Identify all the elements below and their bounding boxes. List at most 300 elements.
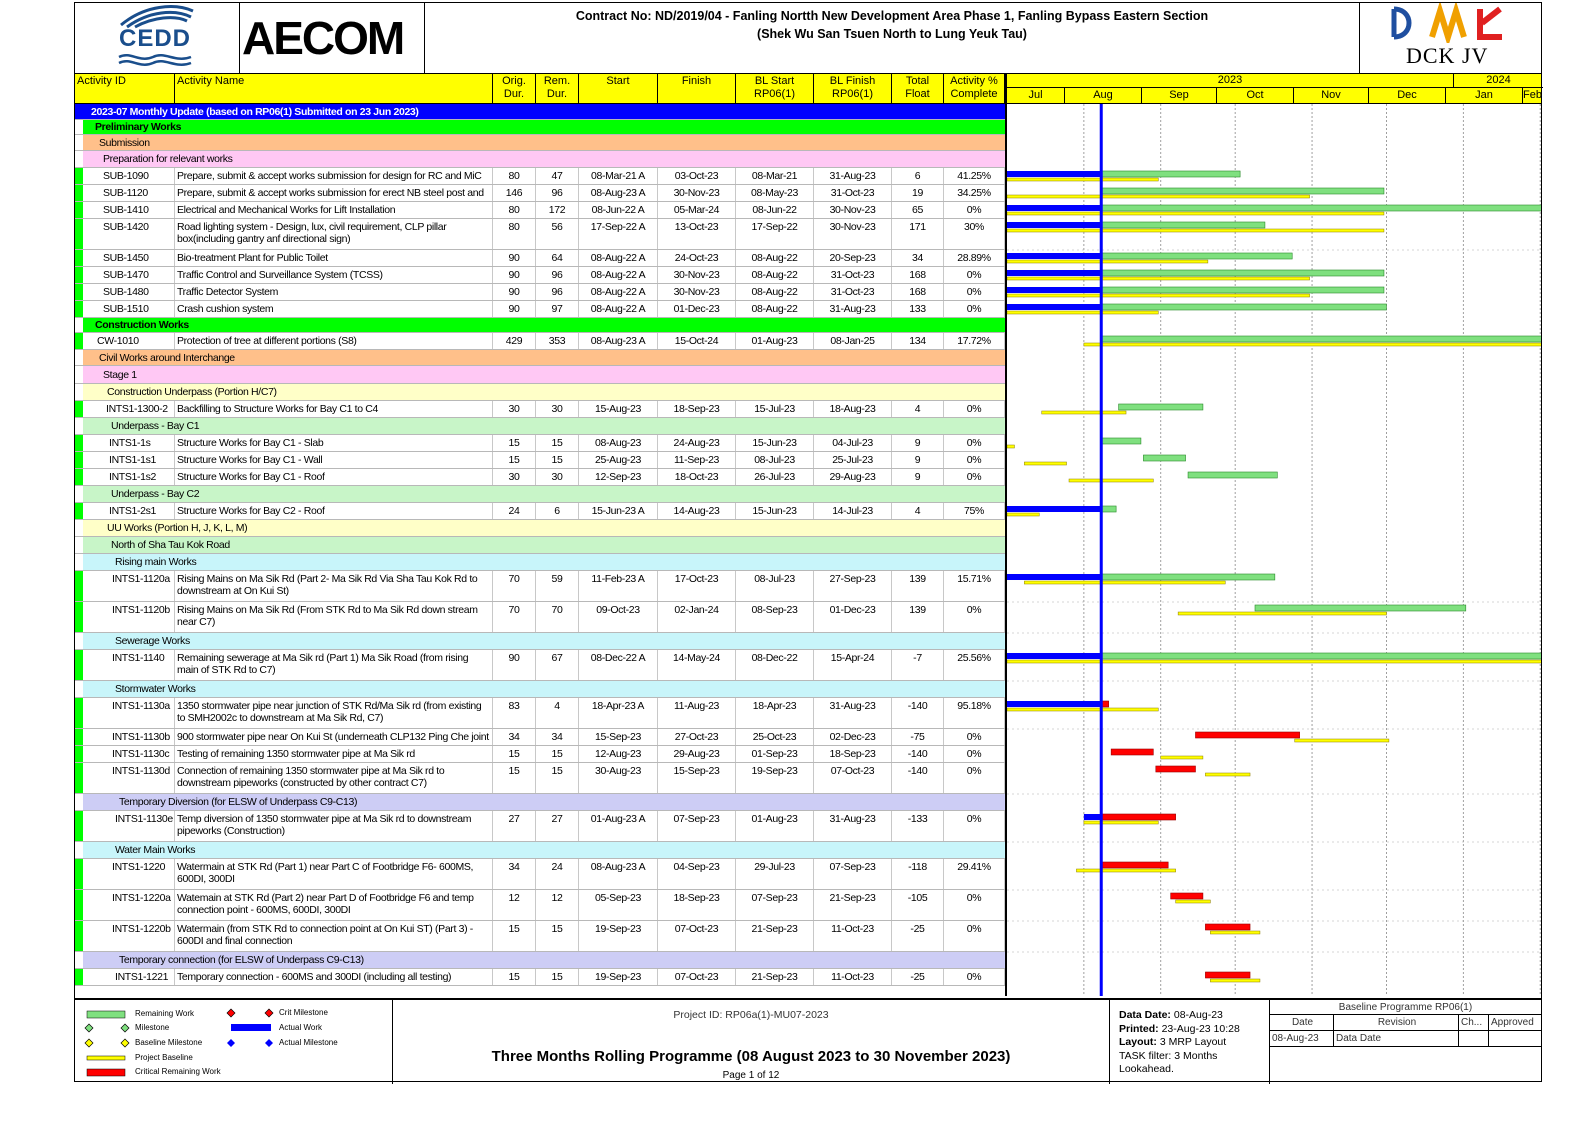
baseline-bar bbox=[1007, 178, 1158, 181]
cell-rem: 15 bbox=[536, 921, 579, 951]
cell-blf: 30-Nov-23 bbox=[814, 219, 892, 249]
cell-rem: 15 bbox=[536, 435, 579, 451]
remaining-bar bbox=[1101, 188, 1384, 194]
group-row[interactable] bbox=[75, 318, 1005, 333]
cell-tf: 133 bbox=[892, 301, 944, 317]
cell-pct: 0% bbox=[944, 811, 1005, 841]
cell-start: 08-Aug-23 A bbox=[579, 859, 658, 889]
cell-blf: 29-Aug-23 bbox=[814, 469, 892, 485]
cell-orig: 90 bbox=[493, 650, 536, 680]
cell-rem: 4 bbox=[536, 698, 579, 728]
col-start[interactable] bbox=[579, 74, 658, 103]
activity-row[interactable] bbox=[75, 859, 1005, 890]
cell-start: 08-Aug-22 A bbox=[579, 301, 658, 317]
cell-name: Backfilling to Structure Works for Bay C1 to C4 bbox=[175, 401, 493, 417]
activity-row[interactable] bbox=[75, 219, 1005, 250]
activity-row[interactable] bbox=[75, 250, 1005, 267]
cell-pct: 41.25% bbox=[944, 168, 1005, 184]
cell-bls: 15-Jun-23 bbox=[736, 503, 814, 519]
critical-bar bbox=[1156, 766, 1196, 772]
col-bls-label-1: BL Start bbox=[754, 75, 795, 87]
activity-row[interactable] bbox=[75, 811, 1005, 842]
activity-row[interactable] bbox=[75, 698, 1005, 729]
aecom-logo-box bbox=[240, 3, 425, 73]
group-band bbox=[83, 135, 1005, 150]
cell-finish: 24-Aug-23 bbox=[658, 435, 736, 451]
remaining-bar bbox=[1101, 506, 1116, 512]
cell-tf: 19 bbox=[892, 185, 944, 201]
col-tf-label-2: Float bbox=[905, 88, 930, 100]
contract-line-1: Contract No: ND/2019/04 - Fanling Nortth New Development Area Phase 1, Fanling Bypass Eastern Section bbox=[575, 9, 1209, 23]
cell-rem: 47 bbox=[536, 168, 579, 184]
cell-tf: 4 bbox=[892, 401, 944, 417]
aecom-logo: AECOM bbox=[242, 12, 404, 64]
page-footer bbox=[75, 998, 1541, 1082]
cell-orig: 70 bbox=[493, 571, 536, 601]
month-jul: Jul bbox=[1007, 88, 1065, 103]
group-band bbox=[83, 318, 1005, 332]
cell-name: Traffic Control and Surveillance System (TCSS) bbox=[175, 267, 493, 283]
cell-bls: 08-Aug-22 bbox=[736, 250, 814, 266]
cell-blf: 14-Jul-23 bbox=[814, 503, 892, 519]
group-row[interactable] bbox=[75, 520, 1005, 537]
wbs-band bbox=[75, 185, 83, 201]
wbs-band bbox=[75, 219, 83, 249]
cell-bls: 08-May-23 bbox=[736, 185, 814, 201]
legend-actual-milestone: Actual Milestone bbox=[279, 1038, 338, 1047]
cell-tf: -105 bbox=[892, 890, 944, 920]
cell-start: 08-Aug-23 A bbox=[579, 185, 658, 201]
baseline-bar bbox=[1178, 612, 1386, 615]
legend-crit-milestone-icon bbox=[227, 1009, 235, 1017]
page-header bbox=[75, 3, 1541, 74]
cell-pct: 0% bbox=[944, 202, 1005, 218]
cell-tf: 134 bbox=[892, 333, 944, 349]
cell-bls: 08-Aug-22 bbox=[736, 284, 814, 300]
col-activity-id[interactable] bbox=[75, 74, 175, 103]
legend-crit-milestone-icon-2 bbox=[265, 1009, 273, 1017]
cell-pct: 0% bbox=[944, 284, 1005, 300]
cell-tf: 9 bbox=[892, 452, 944, 468]
group-row[interactable] bbox=[75, 537, 1005, 554]
rev-row-revision: Data Date bbox=[1334, 1031, 1459, 1047]
cell-pct: 34.25% bbox=[944, 185, 1005, 201]
cell-name: 1350 stormwater pipe near junction of STK Rd/Ma Sik rd (from existing to SMH2002c to downstream at Ma Sik Rd, C7) bbox=[175, 698, 493, 728]
cell-id: INTS1-1120b bbox=[106, 602, 175, 632]
baseline-bar bbox=[1069, 479, 1153, 482]
activity-row[interactable] bbox=[75, 921, 1005, 952]
cell-bls: 01-Aug-23 bbox=[736, 811, 814, 841]
cell-orig: 15 bbox=[493, 746, 536, 762]
activity-row[interactable] bbox=[75, 571, 1005, 602]
wbs-band bbox=[75, 435, 83, 451]
rev-row-checked bbox=[1459, 1031, 1489, 1047]
group-band bbox=[83, 366, 1005, 383]
col-finish[interactable] bbox=[658, 74, 736, 103]
cell-name: Prepare, submit & accept works submission for design for RC and MiC bbox=[175, 168, 493, 184]
cell-rem: 353 bbox=[536, 333, 579, 349]
group-row[interactable] bbox=[75, 842, 1005, 859]
critical-bar bbox=[1111, 749, 1153, 755]
group-band bbox=[83, 418, 1005, 434]
cell-finish: 04-Sep-23 bbox=[658, 859, 736, 889]
cell-rem: 96 bbox=[536, 185, 579, 201]
remaining-bar bbox=[1101, 171, 1240, 177]
layout-label: Layout: bbox=[1119, 1036, 1157, 1048]
cell-finish: 18-Sep-23 bbox=[658, 401, 736, 417]
activity-row[interactable] bbox=[75, 168, 1005, 185]
cell-finish: 24-Oct-23 bbox=[658, 250, 736, 266]
cell-blf: 31-Oct-23 bbox=[814, 267, 892, 283]
wbs-band bbox=[75, 469, 83, 485]
activity-row[interactable] bbox=[75, 763, 1005, 794]
cell-blf: 21-Sep-23 bbox=[814, 890, 892, 920]
critical-bar bbox=[1205, 972, 1250, 978]
cell-orig: 30 bbox=[493, 469, 536, 485]
cell-rem: 12 bbox=[536, 890, 579, 920]
col-total-float[interactable] bbox=[892, 74, 944, 103]
cell-name: Structure Works for Bay C1 - Slab bbox=[175, 435, 493, 451]
cell-orig: 80 bbox=[493, 219, 536, 249]
wbs-band bbox=[75, 763, 83, 793]
wbs-band bbox=[75, 250, 83, 266]
baseline-bar bbox=[1007, 195, 1310, 198]
cell-finish: 18-Oct-23 bbox=[658, 469, 736, 485]
printed-line bbox=[1119, 1023, 1269, 1037]
cell-name: Traffic Detector System bbox=[175, 284, 493, 300]
dck-jv-mark-icon bbox=[1360, 3, 1542, 43]
cell-start: 25-Aug-23 bbox=[579, 452, 658, 468]
activity-row[interactable] bbox=[75, 333, 1005, 350]
group-band bbox=[83, 120, 1005, 134]
group-label: Temporary Diversion (for ELSW of Underpass C9-C13) bbox=[119, 796, 358, 808]
cell-start: 12-Sep-23 bbox=[579, 469, 658, 485]
group-row[interactable] bbox=[75, 366, 1005, 384]
rev-header-checked: Ch... bbox=[1459, 1015, 1489, 1031]
cell-orig: 90 bbox=[493, 301, 536, 317]
cell-rem: 30 bbox=[536, 401, 579, 417]
month-nov: Nov bbox=[1294, 88, 1369, 103]
cell-pct: 0% bbox=[944, 435, 1005, 451]
activity-row[interactable] bbox=[75, 301, 1005, 318]
cell-start: 08-Aug-23 bbox=[579, 435, 658, 451]
col-rem-dur[interactable] bbox=[536, 74, 579, 103]
col-activity-name[interactable] bbox=[175, 74, 493, 103]
critical-bar bbox=[1101, 814, 1175, 820]
wbs-band bbox=[75, 729, 83, 745]
project-info bbox=[393, 1000, 1110, 1084]
data-date-line bbox=[1119, 1009, 1269, 1023]
actual-bar bbox=[1007, 653, 1101, 659]
cell-bls: 08-Dec-22 bbox=[736, 650, 814, 680]
wbs-band bbox=[75, 571, 83, 601]
cell-name: Watemain at STK Rd (Part 2) near Part D of Footbridge F6 and temp connection point - 600MS, 600DI, 300DI bbox=[175, 890, 493, 920]
cell-bls: 17-Sep-22 bbox=[736, 219, 814, 249]
cell-tf: 168 bbox=[892, 284, 944, 300]
activity-row[interactable] bbox=[75, 729, 1005, 746]
cell-bls: 08-Mar-21 bbox=[736, 168, 814, 184]
activity-row[interactable] bbox=[75, 746, 1005, 763]
col-bls-label-2: RP06(1) bbox=[754, 88, 795, 100]
cell-bls: 18-Apr-23 bbox=[736, 698, 814, 728]
cell-start: 05-Sep-23 bbox=[579, 890, 658, 920]
activity-row[interactable] bbox=[75, 435, 1005, 452]
cell-name: Prepare, submit & accept works submission for erect NB steel post and bbox=[175, 185, 493, 201]
group-row[interactable] bbox=[75, 952, 1005, 969]
baseline-revision-block bbox=[1270, 1000, 1541, 1084]
cell-tf: 139 bbox=[892, 571, 944, 601]
cell-bls: 08-Sep-23 bbox=[736, 602, 814, 632]
cell-orig: 30 bbox=[493, 401, 536, 417]
cell-bls: 08-Jul-23 bbox=[736, 571, 814, 601]
activity-row[interactable] bbox=[75, 202, 1005, 219]
cell-pct: 0% bbox=[944, 763, 1005, 793]
cell-id: SUB-1420 bbox=[97, 219, 175, 249]
remaining-bar bbox=[1101, 253, 1292, 259]
legend-project-baseline: Project Baseline bbox=[135, 1053, 193, 1062]
cell-start: 08-Dec-22 A bbox=[579, 650, 658, 680]
cell-id: INTS1-1300-2 bbox=[100, 401, 175, 417]
activity-row[interactable] bbox=[75, 401, 1005, 418]
wbs-band bbox=[75, 811, 83, 841]
activity-row[interactable] bbox=[75, 452, 1005, 469]
col-rem-label-1: Rem. bbox=[543, 75, 571, 87]
cell-pct: 30% bbox=[944, 219, 1005, 249]
cell-blf: 07-Sep-23 bbox=[814, 859, 892, 889]
wbs-band bbox=[75, 267, 83, 283]
activity-row[interactable] bbox=[75, 469, 1005, 486]
cell-finish: 14-May-24 bbox=[658, 650, 736, 680]
group-row[interactable] bbox=[75, 104, 1005, 120]
cell-blf: 04-Jul-23 bbox=[814, 435, 892, 451]
cell-tf: 168 bbox=[892, 267, 944, 283]
cell-bls: 19-Sep-23 bbox=[736, 763, 814, 793]
cell-bls: 08-Jul-23 bbox=[736, 452, 814, 468]
remaining-bar bbox=[1101, 222, 1265, 228]
cell-id: INTS1-1130c bbox=[106, 746, 175, 762]
cell-pct: 0% bbox=[944, 729, 1005, 745]
group-label: Temporary connection (for ELSW of Underpass C9-C13) bbox=[119, 954, 364, 966]
cell-orig: 90 bbox=[493, 250, 536, 266]
cell-blf: 02-Dec-23 bbox=[814, 729, 892, 745]
group-label: Preliminary Works bbox=[95, 121, 182, 133]
wbs-band bbox=[75, 746, 83, 762]
cell-id: SUB-1480 bbox=[97, 284, 175, 300]
legend-baseline-milestone: Baseline Milestone bbox=[135, 1038, 203, 1047]
group-label: Stage 1 bbox=[103, 369, 137, 381]
col-bl-finish[interactable] bbox=[814, 74, 892, 103]
cell-tf: -133 bbox=[892, 811, 944, 841]
cell-name: Testing of remaining 1350 stormwater pipe at Ma Sik rd bbox=[175, 746, 493, 762]
cell-finish: 18-Sep-23 bbox=[658, 890, 736, 920]
cell-blf: 01-Dec-23 bbox=[814, 602, 892, 632]
cell-name: Connection of remaining 1350 stormwater pipe at Ma Sik rd to downstream pipeworks (constructed by other contract C7) bbox=[175, 763, 493, 793]
cell-pct: 29.41% bbox=[944, 859, 1005, 889]
cell-tf: -7 bbox=[892, 650, 944, 680]
group-row[interactable] bbox=[75, 151, 1005, 168]
cell-start: 19-Sep-23 bbox=[579, 921, 658, 951]
cell-orig: 15 bbox=[493, 763, 536, 793]
actual-bar bbox=[1007, 701, 1101, 707]
cell-bls: 29-Jul-23 bbox=[736, 859, 814, 889]
baseline-bar bbox=[1210, 931, 1260, 934]
cell-finish: 11-Aug-23 bbox=[658, 698, 736, 728]
baseline-bar bbox=[1024, 581, 1225, 584]
cell-name: Road lighting system - Design, lux, civil requirement, CLP pillar box(including gantry anf directional sign) bbox=[175, 219, 493, 249]
cell-id: INTS1-1220 bbox=[106, 859, 175, 889]
col-finish-label: Finish bbox=[681, 75, 712, 87]
cedd-logo: CEDD bbox=[119, 25, 192, 52]
remaining-bar bbox=[1101, 205, 1541, 211]
baseline-bar bbox=[1007, 708, 1158, 711]
cell-pct: 25.56% bbox=[944, 650, 1005, 680]
contract-line-2: (Shek Wu San Tsuen North to Lung Yeuk Tau) bbox=[757, 27, 1027, 41]
actual-bar bbox=[1007, 205, 1101, 211]
cell-start: 11-Feb-23 A bbox=[579, 571, 658, 601]
group-row[interactable] bbox=[75, 554, 1005, 571]
cell-pct: 0% bbox=[944, 401, 1005, 417]
cell-id: SUB-1470 bbox=[97, 267, 175, 283]
legend-actual-milestone-icon bbox=[227, 1039, 235, 1047]
baseline-bar bbox=[1042, 411, 1126, 414]
activity-row[interactable] bbox=[75, 890, 1005, 921]
cell-pct: 0% bbox=[944, 602, 1005, 632]
group-label: UU Works (Portion H, J, K, L, M) bbox=[107, 522, 248, 534]
cell-finish: 30-Nov-23 bbox=[658, 267, 736, 283]
remaining-bar bbox=[1101, 336, 1541, 342]
col-pct-complete[interactable] bbox=[944, 74, 1005, 103]
cell-blf: 15-Apr-24 bbox=[814, 650, 892, 680]
cell-pct: 0% bbox=[944, 452, 1005, 468]
cell-rem: 6 bbox=[536, 503, 579, 519]
cell-start: 15-Jun-23 A bbox=[579, 503, 658, 519]
group-band bbox=[83, 554, 1005, 570]
gantt-canvas bbox=[1007, 104, 1541, 996]
activity-row[interactable] bbox=[75, 503, 1005, 520]
activity-row[interactable] bbox=[75, 267, 1005, 284]
group-row[interactable] bbox=[75, 350, 1005, 366]
cell-blf: 31-Aug-23 bbox=[814, 168, 892, 184]
cell-name: Watermain (from STK Rd to connection point at On Kui ST) (Part 3) - 600DI and final connection bbox=[175, 921, 493, 951]
data-date-label: Data Date: bbox=[1119, 1009, 1171, 1021]
critical-bar bbox=[1101, 862, 1168, 868]
baseline-bar bbox=[1007, 445, 1014, 448]
cell-name: Temp diversion of 1350 stormwater pipe at Ma Sik rd to downstream pipeworks (Construction) bbox=[175, 811, 493, 841]
col-orig-label-2: Dur. bbox=[503, 88, 525, 100]
wbs-band bbox=[75, 602, 83, 632]
group-band bbox=[83, 681, 1005, 697]
cell-id: SUB-1510 bbox=[97, 301, 175, 317]
group-row[interactable] bbox=[75, 418, 1005, 435]
actual-bar bbox=[1007, 506, 1101, 512]
dck-logo-box bbox=[1359, 3, 1541, 73]
legend-remaining-swatch bbox=[87, 1011, 125, 1018]
cell-id: SUB-1450 bbox=[97, 250, 175, 266]
group-row[interactable] bbox=[75, 135, 1005, 151]
wbs-band bbox=[75, 859, 83, 889]
group-row[interactable] bbox=[75, 120, 1005, 135]
activity-row[interactable] bbox=[75, 185, 1005, 202]
cell-start: 08-Mar-21 A bbox=[579, 168, 658, 184]
task-filter: TASK filter: 3 Months Lookahead. bbox=[1119, 1049, 1218, 1075]
cell-finish: 02-Jan-24 bbox=[658, 602, 736, 632]
group-row[interactable] bbox=[75, 794, 1005, 811]
layout-line bbox=[1119, 1036, 1269, 1050]
cell-id: INTS1-1130d bbox=[106, 763, 175, 793]
group-row[interactable] bbox=[75, 486, 1005, 503]
cell-name: Crash cushion system bbox=[175, 301, 493, 317]
cell-id: INTS1-1220a bbox=[106, 890, 175, 920]
baseline-bar bbox=[1084, 821, 1158, 824]
cell-name: Rising Mains on Ma Sik Rd (From STK Rd to Ma Sik Rd down stream near C7) bbox=[175, 602, 493, 632]
activity-row[interactable] bbox=[75, 602, 1005, 633]
col-bl-start[interactable] bbox=[736, 74, 814, 103]
wbs-band bbox=[75, 284, 83, 300]
col-blf-label-2: RP06(1) bbox=[832, 88, 873, 100]
legend-critical-remaining: Critical Remaining Work bbox=[135, 1067, 221, 1076]
baseline-bar bbox=[1295, 739, 1389, 742]
cell-start: 18-Apr-23 A bbox=[579, 698, 658, 728]
cell-start: 08-Jun-22 A bbox=[579, 202, 658, 218]
remaining-bar bbox=[1188, 472, 1277, 478]
cell-start: 12-Aug-23 bbox=[579, 746, 658, 762]
baseline-bar bbox=[1007, 229, 1384, 232]
group-band bbox=[83, 633, 1005, 649]
cell-id: INTS1-1221 bbox=[109, 969, 175, 985]
group-label: North of Sha Tau Kok Road bbox=[111, 539, 230, 551]
cell-id: INTS1-1140 bbox=[106, 650, 175, 680]
activity-row[interactable] bbox=[75, 969, 1005, 986]
cell-pct: 0% bbox=[944, 921, 1005, 951]
timescale-header bbox=[1005, 74, 1541, 104]
cell-orig: 80 bbox=[493, 168, 536, 184]
cell-tf: -140 bbox=[892, 763, 944, 793]
layout-value: 3 MRP Layout bbox=[1159, 1036, 1227, 1048]
legend-milestone: Milestone bbox=[135, 1023, 170, 1032]
cell-orig: 12 bbox=[493, 890, 536, 920]
cell-id: INTS1-2s1 bbox=[103, 503, 175, 519]
remaining-bar bbox=[1101, 304, 1386, 310]
group-label: 2023-07 Monthly Update (based on RP06(1) Submitted on 23 Jun 2023) bbox=[91, 106, 419, 118]
actual-bar bbox=[1007, 270, 1101, 276]
schedule-sheet bbox=[74, 2, 1542, 1082]
cell-rem: 96 bbox=[536, 267, 579, 283]
cell-tf: 4 bbox=[892, 503, 944, 519]
wbs-band bbox=[75, 202, 83, 218]
cell-finish: 30-Nov-23 bbox=[658, 185, 736, 201]
col-blf-label-1: BL Finish bbox=[829, 75, 876, 87]
cell-id: INTS1-1s2 bbox=[103, 469, 175, 485]
cell-start: 19-Sep-23 bbox=[579, 969, 658, 985]
group-row[interactable] bbox=[75, 384, 1005, 401]
activity-row[interactable] bbox=[75, 650, 1005, 681]
cell-start: 08-Aug-22 A bbox=[579, 284, 658, 300]
col-activity-id-label: Activity ID bbox=[77, 75, 126, 87]
baseline-bar bbox=[1007, 513, 1039, 516]
cell-bls: 21-Sep-23 bbox=[736, 969, 814, 985]
activity-row[interactable] bbox=[75, 284, 1005, 301]
cell-orig: 24 bbox=[493, 503, 536, 519]
cell-pct: 95.18% bbox=[944, 698, 1005, 728]
cell-start: 08-Aug-23 A bbox=[579, 333, 658, 349]
cell-rem: 64 bbox=[536, 250, 579, 266]
column-headers bbox=[75, 74, 1005, 104]
group-label: Underpass - Bay C1 bbox=[111, 420, 200, 432]
group-row[interactable] bbox=[75, 633, 1005, 650]
group-row[interactable] bbox=[75, 681, 1005, 698]
page-number: Page 1 of 12 bbox=[722, 1070, 780, 1081]
col-orig-dur[interactable] bbox=[493, 74, 536, 103]
